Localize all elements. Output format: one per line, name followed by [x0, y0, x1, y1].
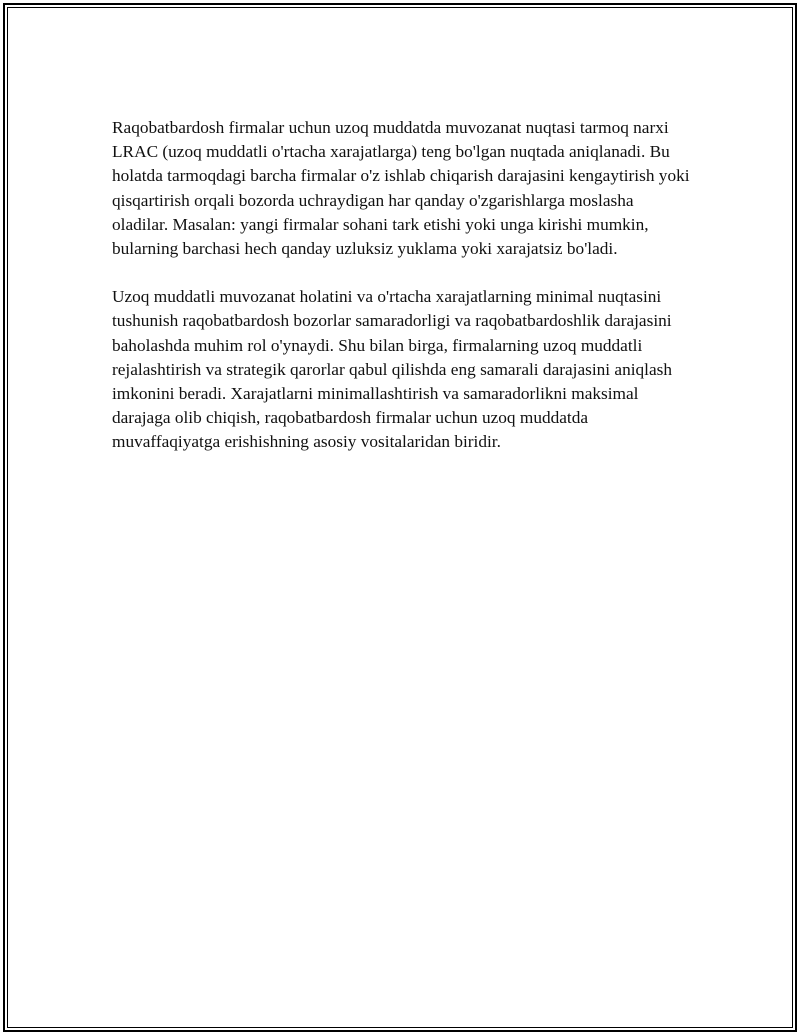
paragraph-2: Uzoq muddatli muvozanat holatini va o'rtacha xarajatlarning minimal nuqtasini tushunish raqobatbardosh bozorlar samaradorligi va raqobatbardoshlik darajasini baholashda muhim rol o'ynaydi. Shu bilan birga, firmalarning uzoq muddatli rejalashtirish va strategik qarorlar qabul qilishda eng samarali darajasini aniqlash imkonini beradi. Xarajatlarni minimallashtirish va samaradorlikni maksimal darajaga olib chiqish, raqobatbardosh firmalar uchun uzoq muddatda muvaffaqiyatga erishishning asosiy vositalaridan biridir. — [112, 287, 673, 452]
paragraph-1: Raqobatbardosh firmalar uchun uzoq muddatda muvozanat nuqtasi tarmoq narxi LRAC (uzoq muddatli o'rtacha xarajatlarga) teng bo'lgan nuqtada aniqlanadi. Bu holatda tarmoqdagi barcha firmalar o'z ishlab chiqarish darajasini kengaytirish yoki qisqartirish orqali bozorda uchraydigan har qanday o'zgarishlarga moslasha oladilar. Masalan: yangi firmalar sohani tark etishi yoki unga kirishi mumkin, bularning barchasi hech qanday uzluksiz yuklama yoki xarajatsiz bo'ladi. — [112, 118, 690, 259]
document-body — [112, 116, 692, 479]
